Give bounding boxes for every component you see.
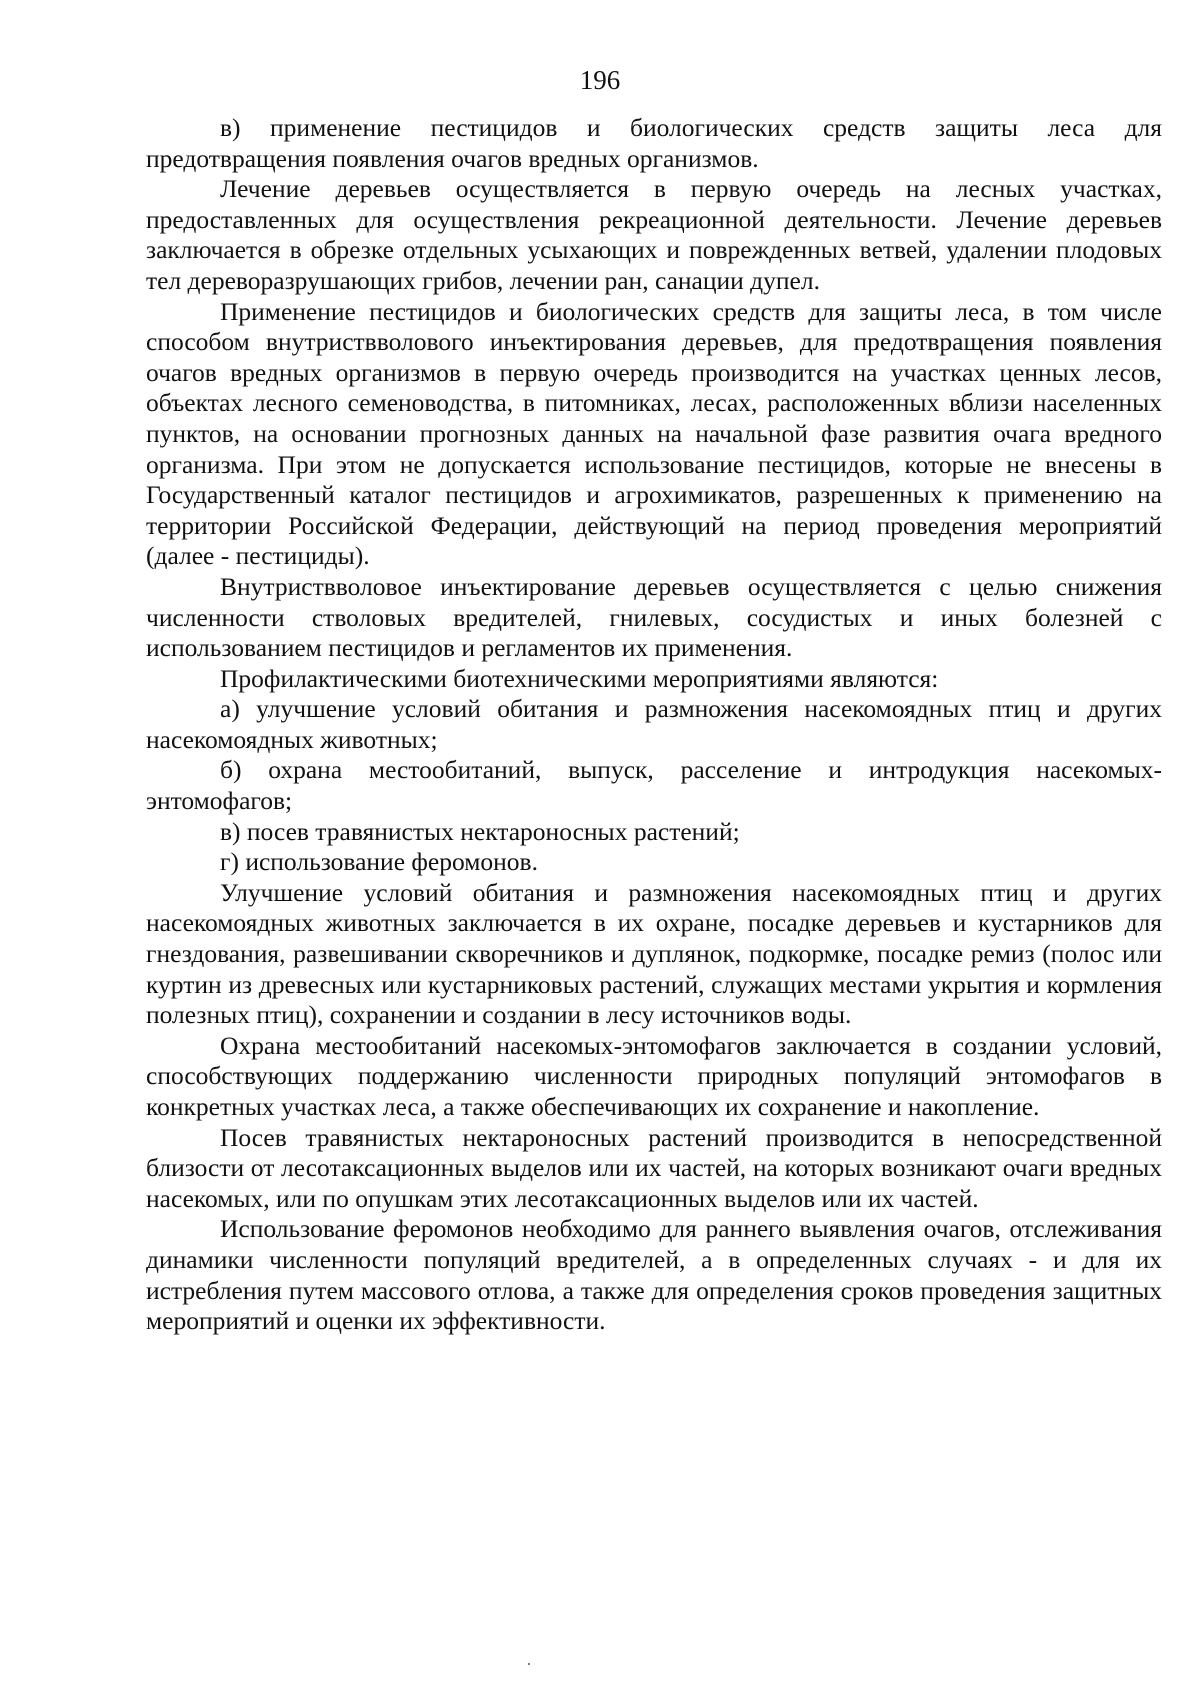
list-item-b: б) охрана местообитаний, выпуск, расселение и интродукция насекомых-энтомофагов;: [146, 755, 1162, 816]
paragraph-trunk-injection: Внутриствволовое инъектирование деревьев осуществляется с целью снижения численности стволовых вредителей, гнилевых, сосудистых и иных болезней с использованием пестицидов и регламентов их применения.: [146, 571, 1162, 663]
paragraph-tree-treatment: Лечение деревьев осуществляется в первую очередь на лесных участках, предоставленных для осуществления рекреационной деятельности. Лечение деревьев заключается в обрезке отдельных усыхающих и поврежденных ветвей, удалении плодовых тел дереворазрушающих грибов, лечении ран, санации дупел.: [146, 174, 1162, 295]
page-number: 196: [579, 65, 621, 95]
list-item-v: в) посев травянистых нектароносных растений;: [220, 816, 740, 846]
paragraph-biotechnical-measures-intro: Профилактическими биотехническими мероприятиями являются:: [220, 663, 939, 693]
paragraph-item-v-pesticide-application: в) применение пестицидов и биологических средств защиты леса для предотвращения появления очагов вредных организмов.: [146, 113, 1162, 173]
paragraph-pesticide-use: Применение пестицидов и биологических средств для защиты леса, в том числе способом внутриствволового инъектирования деревьев, для предотвращения появления очагов вредных организмов в первую очередь производится на участках ценных лесов, объектах лесного семеноводства, в питомниках, лесах, расположенных вблизи населенных пунктов, на основании прогнозных данных на начальной фазе развития очага вредного организма. При этом не допускается использование пестицидов, которые не внесены в Государственный каталог пестицидов и агрохимикатов, разрешенных к применению на территории Российской Федерации, действующий на период проведения мероприятий (далее - пестициды).: [146, 296, 1162, 571]
paragraph-bird-habitat: Улучшение условий обитания и размножения насекомоядных птиц и других насекомоядных животных заключается в их охране, посадке деревьев и кустарников для гнездования, развешивании скворечников и дуплянок, подкормке, посадке ремиз (полос или куртин из древесных или кустарниковых растений, служащих местами укрытия и кормления полезных птиц), сохранении и создании в лесу источников воды.: [146, 877, 1162, 1030]
list-item-a: а) улучшение условий обитания и размножения насекомоядных птиц и других насекомоядных животных;: [146, 694, 1162, 754]
document-body: [146, 113, 1162, 1337]
paragraph-pheromones: Использование феромонов необходимо для раннего выявления очагов, отслеживания динамики численности популяций вредителей, а в определенных случаях - и для их истребления путем массового отлова, а также для определения сроков проведения защитных мероприятий и оценки их эффективности.: [146, 1214, 1162, 1336]
paragraph-entomophage-protection: Охрана местообитаний насекомых-энтомофагов заключается в создании условий, способствующих поддержанию численности природных популяций энтомофагов в конкретных участках леса, а также обеспечивающих их сохранение и накопление.: [146, 1030, 1162, 1121]
scan-artifact-dot: [528, 1663, 530, 1665]
paragraph-nectar-plants: Посев травянистых нектароносных растений производится в непосредственной близости от лесотаксационных выделов или их частей, на которых возникают очаги вредных насекомых, или по опушкам этих лесотаксационных выделов или их частей.: [146, 1122, 1162, 1213]
list-item-g: г) использование феромонов.: [220, 847, 538, 877]
